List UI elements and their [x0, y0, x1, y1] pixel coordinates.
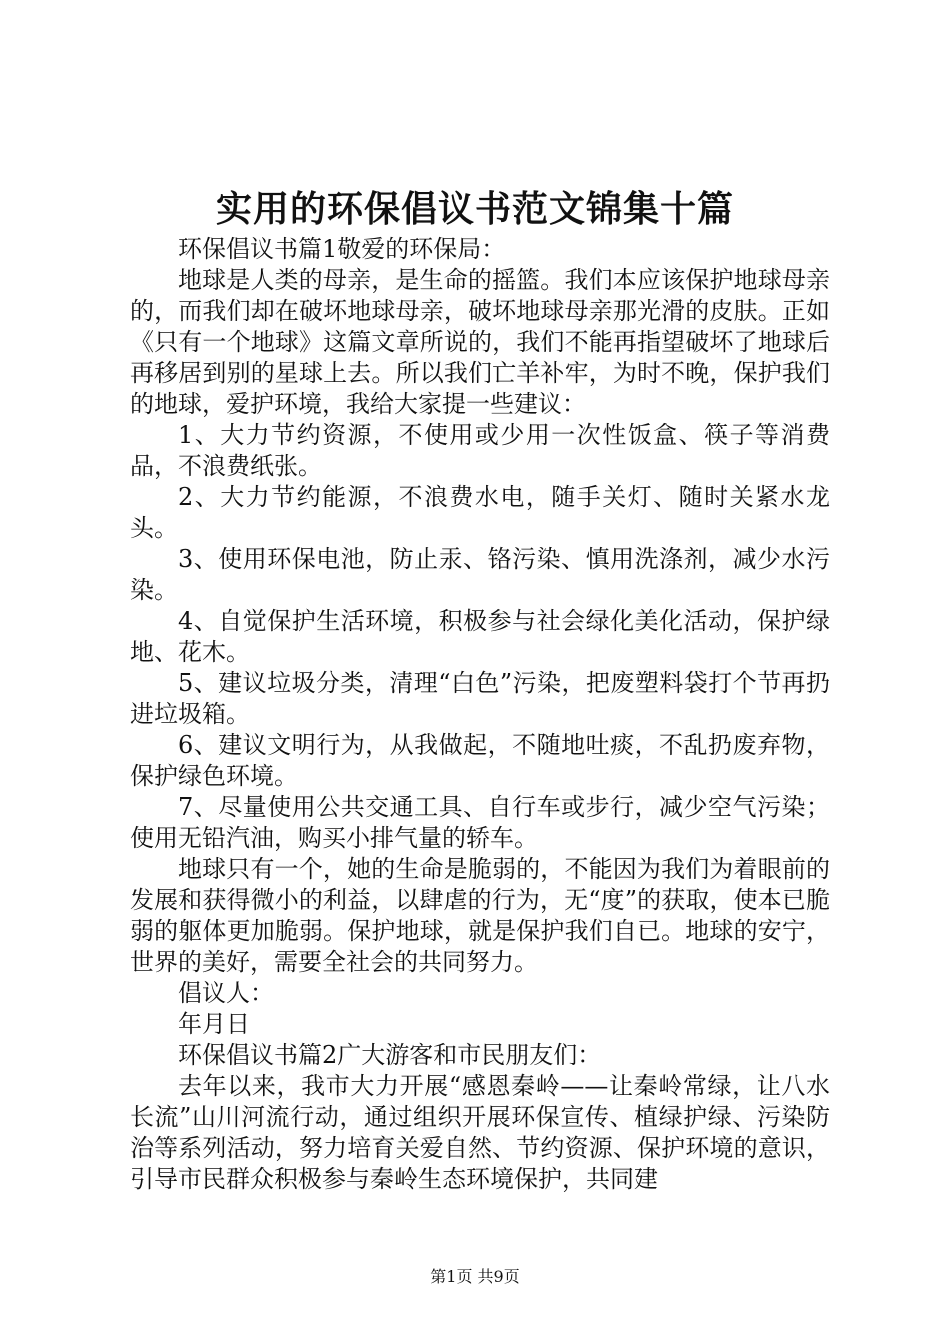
paragraph-body-2: 去年以来，我市大力开展“感恩秦岭——让秦岭常绿，让八水长流”山川河流行动，通过组织开展环保宣传、植绿护绿、污染防治等系列活动，努力培育关爱自然、节约资源、保护环境的意识，引导市民群众积极参与秦岭生态环境保护，共同建 — [130, 1072, 830, 1193]
paragraph-suggestion-7: 7、尽量使用公共交通工具、自行车或步行，减少空气污染；使用无铅汽油，购买小排气量的轿车。 — [130, 793, 830, 852]
paragraph-suggestion-4: 4、自觉保护生活环境，积极参与社会绿化美化活动，保护绿地、花木。 — [130, 607, 830, 666]
page-footer: 第1页 共9页 — [430, 1267, 520, 1286]
document-title: 实用的环保倡议书范文锦集十篇 — [215, 188, 734, 230]
paragraph-date: 年月日 — [178, 1010, 250, 1038]
document-body — [130, 234, 830, 1195]
paragraph-suggestion-1: 1、大力节约资源，不使用或少用一次性饭盒、筷子等消费品，不浪费纸张。 — [130, 421, 830, 480]
paragraph-suggestion-3: 3、使用环保电池，防止汞、铬污染、慎用洗涤剂，减少水污染。 — [130, 545, 830, 604]
paragraph-conclusion: 地球只有一个，她的生命是脆弱的，不能因为我们为着眼前的发展和获得微小的利益，以肆虐的行为，无“度”的获取，使本已脆弱的躯体更加脆弱。保护地球，就是保护我们自已。地球的安宁，世界的美好，需要全社会的共同努力。 — [130, 855, 830, 976]
paragraph-salutation-1: 环保倡议书篇1敬爱的环保局： — [178, 235, 506, 263]
paragraph-suggestion-5: 5、建议垃圾分类，清理“白色”污染，把废塑料袋打个节再扔进垃圾箱。 — [130, 669, 830, 728]
paragraph-signature: 倡议人： — [178, 979, 274, 1007]
paragraph-intro: 地球是人类的母亲，是生命的摇篮。我们本应该保护地球母亲的，而我们却在破坏地球母亲，破坏地球母亲那光滑的皮肤。正如《只有一个地球》这篇文章所说的，我们不能再指望破坏了地球后再移居到别的星球上去。所以我们亡羊补牢，为时不晚，保护我们的地球，爱护环境，我给大家提一些建议： — [130, 266, 830, 418]
paragraph-salutation-2: 环保倡议书篇2广大游客和市民朋友们： — [178, 1041, 602, 1069]
paragraph-suggestion-2: 2、大力节约能源，不浪费水电，随手关灯、随时关紧水龙头。 — [130, 483, 830, 542]
paragraph-suggestion-6: 6、建议文明行为，从我做起，不随地吐痰，不乱扔废弃物，保护绿色环境。 — [130, 731, 830, 790]
